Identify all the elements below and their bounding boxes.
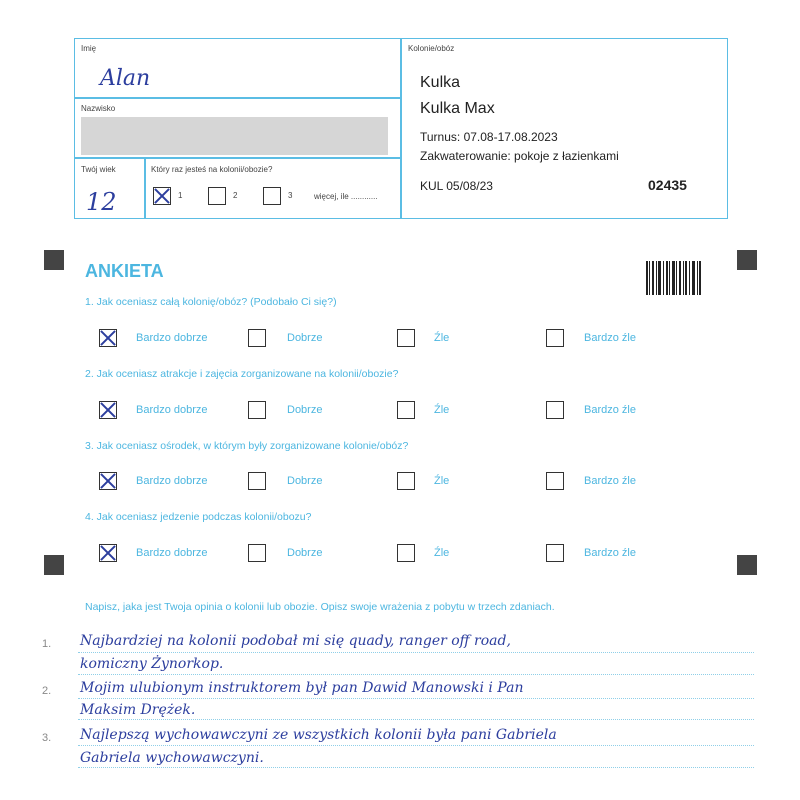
surname-label: Nazwisko	[81, 104, 116, 113]
q2-very-good-label: Bardzo dobrze	[136, 404, 208, 416]
q1-very-bad-label: Bardzo źle	[584, 332, 636, 344]
q4-good-label: Dobrze	[287, 547, 323, 559]
q4-bad-label: Źle	[434, 547, 450, 559]
camp-label: Kolonie/obóz	[408, 44, 455, 53]
q1-bad-label: Źle	[434, 332, 450, 344]
q2-very-good-checkbox[interactable]	[99, 401, 117, 419]
q3-very-bad-label: Bardzo źle	[584, 475, 636, 487]
surname-divider	[74, 157, 401, 159]
age-label: Twój wiek	[81, 165, 116, 174]
opinion-line-3[interactable]: Najlepszą wychowawczyni ze wszystkich kolonii była pani Gabriela	[80, 727, 557, 743]
answer-line-2b	[78, 719, 754, 720]
q3-bad-label: Źle	[434, 475, 450, 487]
age-divider	[144, 157, 146, 218]
first-name-label: Imię	[81, 44, 97, 53]
times-option-more: więcej, ile ............	[314, 192, 378, 201]
line-number-1: 1.	[42, 638, 52, 650]
q4-very-good-checkbox[interactable]	[99, 544, 117, 562]
q2-bad-checkbox[interactable]	[397, 401, 415, 419]
q3-very-bad-checkbox[interactable]	[546, 472, 564, 490]
q4-bad-checkbox[interactable]	[397, 544, 415, 562]
q3-good-label: Dobrze	[287, 475, 323, 487]
times-label: Który raz jesteś na kolonii/obozie?	[151, 165, 273, 174]
form-number: 02435	[648, 177, 687, 193]
opinion-line-1[interactable]: Najbardziej na kolonii podobał mi się quady, ranger off road,	[80, 633, 511, 649]
q1-good-checkbox[interactable]	[248, 329, 266, 347]
answer-line-3	[78, 745, 754, 746]
line-number-2: 2.	[42, 685, 52, 697]
survey-title: ANKIETA	[85, 261, 164, 281]
camp-code: KUL 05/08/23	[420, 179, 493, 193]
question-4: 4. Jak oceniasz jedzenie podczas kolonii/obozu?	[85, 511, 312, 523]
q4-very-bad-checkbox[interactable]	[546, 544, 564, 562]
q2-very-bad-checkbox[interactable]	[546, 401, 564, 419]
q1-good-label: Dobrze	[287, 332, 323, 344]
question-2: 2. Jak oceniasz atrakcje i zajęcia zorganizowane na kolonii/obozie?	[85, 368, 399, 380]
times-checkbox-1[interactable]	[153, 187, 171, 205]
camp-name: Kulka	[420, 74, 461, 91]
age-value[interactable]: 12	[86, 188, 117, 216]
q2-very-bad-label: Bardzo źle	[584, 404, 636, 416]
answer-line-2	[78, 698, 754, 699]
answer-line-1	[78, 652, 754, 653]
opinion-line-3-cont[interactable]: Gabriela wychowawczyni.	[80, 750, 264, 766]
turnus-text: Turnus: 07.08-17.08.2023	[420, 130, 558, 144]
first-name-value[interactable]: Alan	[100, 66, 151, 91]
q1-bad-checkbox[interactable]	[397, 329, 415, 347]
registration-mark-top-left	[44, 250, 64, 270]
opinion-line-1-cont[interactable]: komiczny Żynorkop.	[80, 656, 224, 672]
q1-very-good-checkbox[interactable]	[99, 329, 117, 347]
answer-line-3b	[78, 767, 754, 768]
surname-redacted	[81, 117, 388, 155]
answer-line-1b	[78, 674, 754, 675]
barcode-icon	[646, 261, 702, 295]
q3-good-checkbox[interactable]	[248, 472, 266, 490]
q2-bad-label: Źle	[434, 404, 450, 416]
header-divider	[400, 38, 402, 219]
line-number-3: 3.	[42, 732, 52, 744]
q1-very-good-label: Bardzo dobrze	[136, 332, 208, 344]
opinion-line-2[interactable]: Mojim ulubionym instruktorem był pan Dawid Manowski i Pan	[80, 680, 524, 696]
times-option-2: 2	[233, 191, 238, 200]
times-checkbox-3[interactable]	[263, 187, 281, 205]
registration-mark-bottom-right	[737, 555, 757, 575]
q4-very-bad-label: Bardzo źle	[584, 547, 636, 559]
times-checkbox-2[interactable]	[208, 187, 226, 205]
q1-very-bad-checkbox[interactable]	[546, 329, 564, 347]
question-3: 3. Jak oceniasz ośrodek, w którym były zorganizowane kolonie/obóz?	[85, 440, 409, 452]
question-1: 1. Jak oceniasz całą kolonię/obóz? (Podobało Ci się?)	[85, 296, 337, 308]
q4-very-good-label: Bardzo dobrze	[136, 547, 208, 559]
q2-good-checkbox[interactable]	[248, 401, 266, 419]
q3-bad-checkbox[interactable]	[397, 472, 415, 490]
opinion-prompt: Napisz, jaka jest Twoja opinia o kolonii lub obozie. Opisz swoje wrażenia z pobytu w trzech zdaniach.	[85, 601, 555, 613]
q3-very-good-label: Bardzo dobrze	[136, 475, 208, 487]
q3-very-good-checkbox[interactable]	[99, 472, 117, 490]
opinion-line-2-cont[interactable]: Maksim Drężek.	[80, 702, 196, 718]
accommodation-text: Zakwaterowanie: pokoje z łazienkami	[420, 149, 619, 163]
q2-good-label: Dobrze	[287, 404, 323, 416]
name-divider	[74, 97, 401, 99]
q4-good-checkbox[interactable]	[248, 544, 266, 562]
registration-mark-top-right	[737, 250, 757, 270]
camp-name-full: Kulka Max	[420, 100, 495, 117]
times-option-1: 1	[178, 191, 183, 200]
registration-mark-bottom-left	[44, 555, 64, 575]
times-option-3: 3	[288, 191, 293, 200]
